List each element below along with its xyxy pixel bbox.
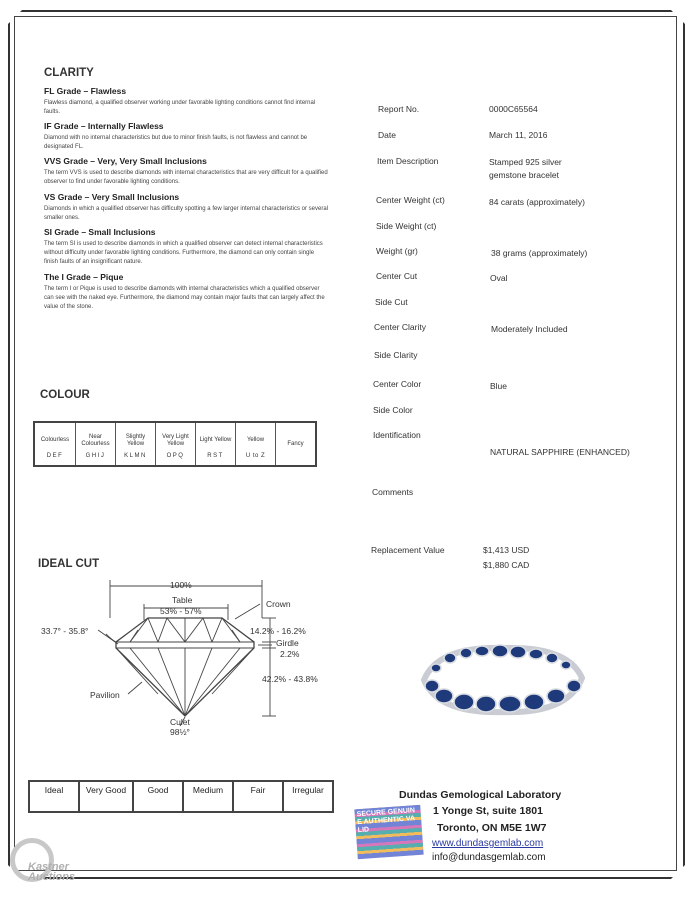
girdle-label: Girdle [276,638,299,648]
ideal-cut-heading: IDEAL CUT [38,558,100,570]
center-clarity-label: Center Clarity [374,322,426,332]
pavilion-label: Pavilion [90,690,120,700]
hologram-seal [354,805,423,859]
grade-title-if: IF Grade – Internally Flawless [44,121,164,131]
center-color-label: Center Color [373,379,422,389]
grade-title-vs: VS Grade – Very Small Inclusions [44,192,180,202]
pavilion-depth: 42.2% - 43.8% [262,674,318,684]
item-description-label: Item Description [377,156,439,166]
grade-desc-vvs: The term VVS is used to describe diamonds with internal characteristics that are very difficult for a qualified observer to find under favorable lighting conditions. [44,170,328,186]
date-value: March 11, 2016 [489,130,548,140]
comments-label: Comments [372,487,414,497]
colour-name: Near Colourless [81,433,110,447]
colour-cell-near-colourless [76,422,116,466]
colour-letters: KLMN [124,453,147,459]
cut-grade-medium: Medium [183,781,233,812]
grade-desc-fl: Flawless diamond, a qualified observer working under favorable lighting conditions cannot find internal faults. [44,100,316,116]
report-no-value: 0000C65564 [489,104,538,114]
colour-cell-fancy [276,422,317,466]
colour-letters: DEF [46,453,64,459]
lab-address-line1: 1 Yonge St, suite 1801 [433,805,543,817]
lab-website-link[interactable]: www.dundasgemlab.com [432,838,544,849]
side-clarity-label: Side Clarity [374,350,418,360]
girdle-pct: 2.2% [280,649,300,659]
colour-name: Very Light Yellow [162,433,189,447]
weight-gr-value: 38 grams (approximately) [491,248,588,258]
colour-cell-very-light-yellow [156,422,196,466]
grade-title-fl: FL Grade – Flawless [44,86,127,96]
crown-height: 14.2% - 16.2% [250,626,306,636]
crown-angle: 33.7° - 35.8° [41,626,89,636]
replacement-cad: $1,880 CAD [483,560,530,570]
colour-letters: GHIJ [85,453,106,459]
grade-desc-if: Diamond with no internal characteristics but due to minor finish faults, is not flawless and cannot be designated FL. [44,135,308,151]
grade-title-si: SI Grade – Small Inclusions [44,227,156,237]
colour-name: Light Yellow [199,437,232,444]
center-clarity-value: Moderately Included [491,324,568,334]
grade-desc-vs: Diamonds in which a qualified observer has difficulty spotting a few larger internal characteristics or several smaller ones. [44,206,329,222]
cut-grade-fair: Fair [233,781,283,812]
grade-desc-si: The term SI is used to describe diamonds in which a qualified observer can detect internal characteristics without difficulty under favorable lighting conditions. Furthermore, the diamond can only contain single finish faults of an insignificant nature. [44,241,323,266]
lab-name: Dundas Gemological Laboratory [399,789,562,801]
table-label: Table [172,595,193,605]
bracelet-photo [418,640,588,720]
clarity-heading: CLARITY [44,67,94,79]
date-label: Date [378,130,396,140]
colour-cell-slightly-yellow [116,422,156,466]
cut-grade-irregular: Irregular [283,781,333,812]
center-weight-label: Center Weight (ct) [376,195,445,205]
cut-grade-ideal: Ideal [29,781,79,812]
table-range: 53% - 57% [160,606,202,616]
identification-value: NATURAL SAPPHIRE (ENHANCED) [490,447,630,457]
colour-letters: OPQ [166,453,185,459]
cut-grade-good: Good [133,781,183,812]
lab-email: info@dundasgemlab.com [432,852,546,863]
colour-cell-colourless [34,422,76,466]
grade-title-i: The I Grade – Pique [44,272,124,282]
colour-name: Fancy [287,441,304,447]
center-cut-value: Oval [490,273,508,283]
grade-desc-i: The term I or Pique is used to describe diamonds with internal characteristics which a qualified observer can see with the naked eye. Furthermore, the diamond may contain major faults that can largely affect the value of the stone. [44,286,325,311]
colour-letters: RST [207,453,224,459]
colour-name: Slightly Yellow [125,433,146,447]
colour-name: Yellow [246,437,265,444]
replacement-usd: $1,413 USD [483,545,530,555]
replacement-value-label: Replacement Value [371,545,445,555]
culet-label: Culet [170,717,190,727]
center-weight-value: 84 carats (approximately) [489,197,585,207]
colour-heading: COLOUR [40,389,90,401]
colour-name: Colourless [40,437,70,444]
grade-title-vvs: VVS Grade – Very, Very Small Inclusions [44,156,207,166]
side-weight-label: Side Weight (ct) [376,221,437,231]
cut-grade-table [28,780,334,813]
cut-grade-very-good: Very Good [79,781,133,812]
colour-letters: U to Z [245,453,266,459]
side-cut-label: Side Cut [375,297,408,307]
colour-cell-yellow [236,422,276,466]
hologram-seal-text: SECURE GENUINE AUTHENTIC VALID [356,807,416,835]
crown-label: Crown [266,599,291,609]
side-color-label: Side Color [373,405,413,415]
colour-scale-table [33,421,317,467]
culet-pct: 98½° [170,727,190,737]
report-no-label: Report No. [378,104,420,114]
identification-label: Identification [373,430,421,440]
watermark-text: Kastner Auctions [28,861,76,883]
colour-cell-light-yellow [196,422,236,466]
weight-gr-label: Weight (gr) [376,246,418,256]
item-description-value: Stamped 925 silver gemstone bracelet [489,157,562,180]
cut-width-label: 100% [170,580,192,590]
lab-address-line2: Toronto, ON M5E 1W7 [437,822,547,834]
center-color-value: Blue [490,381,508,391]
center-cut-label: Center Cut [376,271,418,281]
